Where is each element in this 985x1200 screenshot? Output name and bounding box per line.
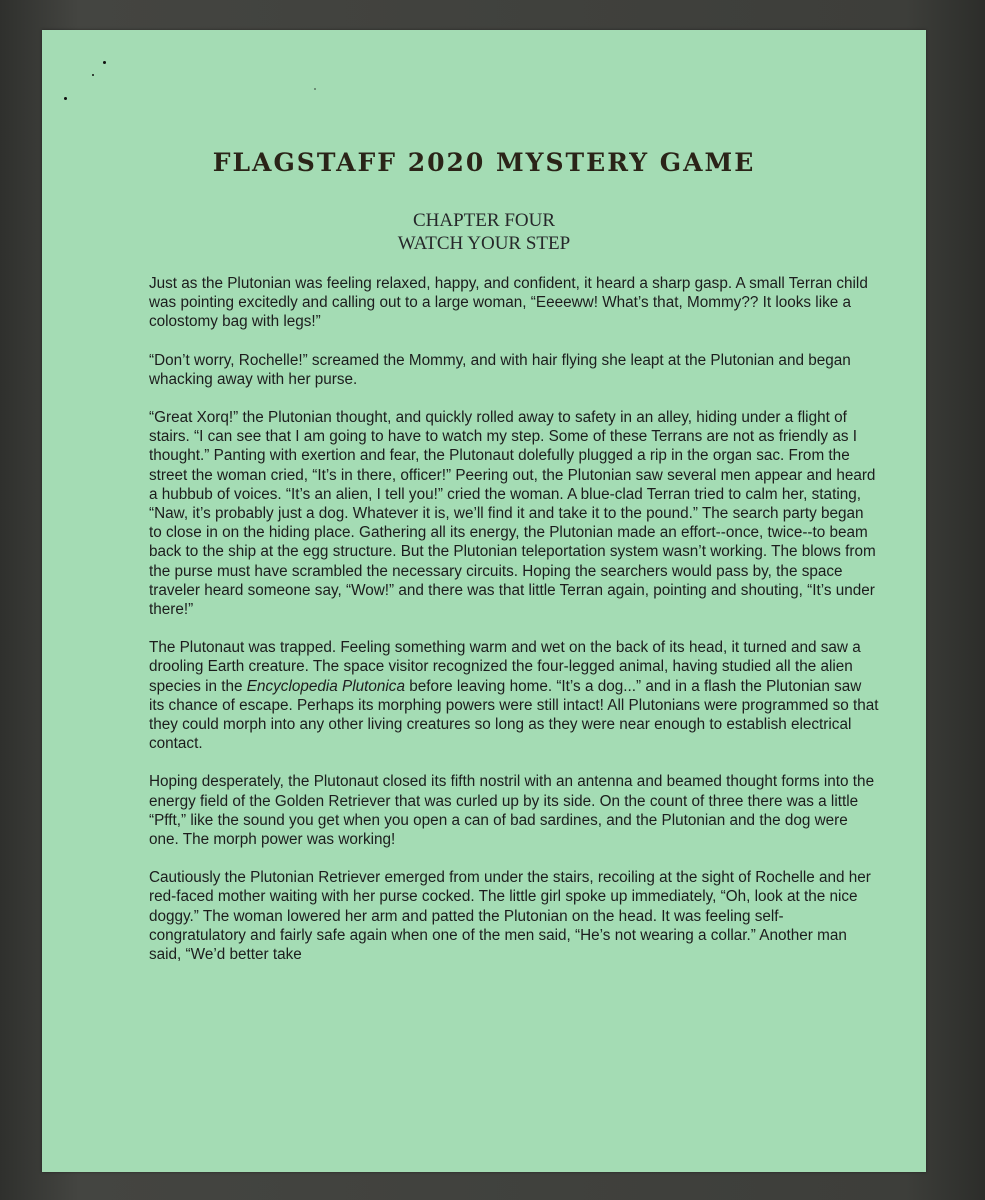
paragraph-text: The Plutonaut was trapped. Feeling something warm and wet on the back of its head, it turned and saw a drooling Earth creature. The space visitor recognized the four-legged animal, having studied all the alien species in the — [149, 639, 861, 695]
paragraph-text: before leaving home. “It’s a dog...” and in a flash the Plutonian saw its chance of escape. Perhaps its morphing powers were still intact! All Plutonians were programmed so that they could morph into any other living creatures so long as they were near enough to establish electrical contact. — [149, 677, 879, 753]
dust-speck — [64, 97, 67, 100]
paragraph: “Don’t worry, Rochelle!” screamed the Mommy, and with hair flying she leapt at the Plutonian and began whacking away with her purse. — [149, 351, 851, 388]
story-body — [149, 274, 879, 964]
paragraph: Cautiously the Plutonian Retriever emerged from under the stairs, recoiling at the sight of Rochelle and her red-faced mother waiting with her purse cocked. The little girl spoke up immediately, “Oh, look at the nice doggy.” The woman lowered her arm and patted the Plutonian on the head. It was feeling self-congratulatory and fairly safe again when one of the men said, “He’s not wearing a collar.” Another man said, “We’d better take — [149, 869, 871, 964]
paragraph: Hoping desperately, the Plutonaut closed its fifth nostril with an antenna and beamed thought forms into the energy field of the Golden Retriever that was curled up by its side. On the count of three there was a little “Pfft,” like the sound you get when you open a can of bad sardines, and the Plutonian and the dog were one. The morph power was working! — [149, 773, 875, 849]
paragraph: “Great Xorq!” the Plutonian thought, and quickly rolled away to safety in an alley, hiding under a flight of stairs. “I can see that I am going to have to watch my step. Some of these Terrans are not as friendly as I thought.” Panting with exertion and fear, the Plutonaut dolefully plugged a rip in the organ sac. From the street the woman cried, “It’s in there, officer!” Peering out, the Plutonian saw several men appear and heard a hubbub of voices. “It’s an alien, I tell you!” cried the woman. A blue-clad Terran tried to calm her, stating, “Naw, it’s probably just a dog. Whatever it is, we’ll find it and take it to the pound.” The search party began to close in on the hiding place. Gathering all its energy, the Plutonian made an effort--once, twice--to beam back to the ship at the egg structure. But the Plutonian teleportation system wasn’t working. The blows from the purse must have scrambled the necessary circuits. Hoping the searchers would pass by, the space traveler heard someone say, “Wow!” and there was that little Terran again, pointing and shouting, “It’s under there!” — [149, 409, 876, 619]
paragraph: Just as the Plutonian was feeling relaxed, happy, and confident, it heard a sharp gasp. A small Terran child was pointing excitedly and calling out to a large woman, “Eeeeww! What’s that, Mommy?? It looks like a colostomy bag with legs!” — [149, 275, 868, 331]
book-title: Encyclopedia Plutonica — [246, 677, 405, 695]
document-page — [42, 30, 926, 1172]
paragraph — [149, 638, 879, 753]
chapter-title: WATCH YOUR STEP — [397, 233, 571, 254]
dust-speck — [314, 88, 316, 90]
dust-speck — [103, 61, 106, 64]
dust-speck — [92, 74, 94, 76]
chapter-number: CHAPTER FOUR — [413, 210, 555, 231]
document-title: FLAGSTAFF 2020 MYSTERY GAME — [212, 148, 756, 177]
